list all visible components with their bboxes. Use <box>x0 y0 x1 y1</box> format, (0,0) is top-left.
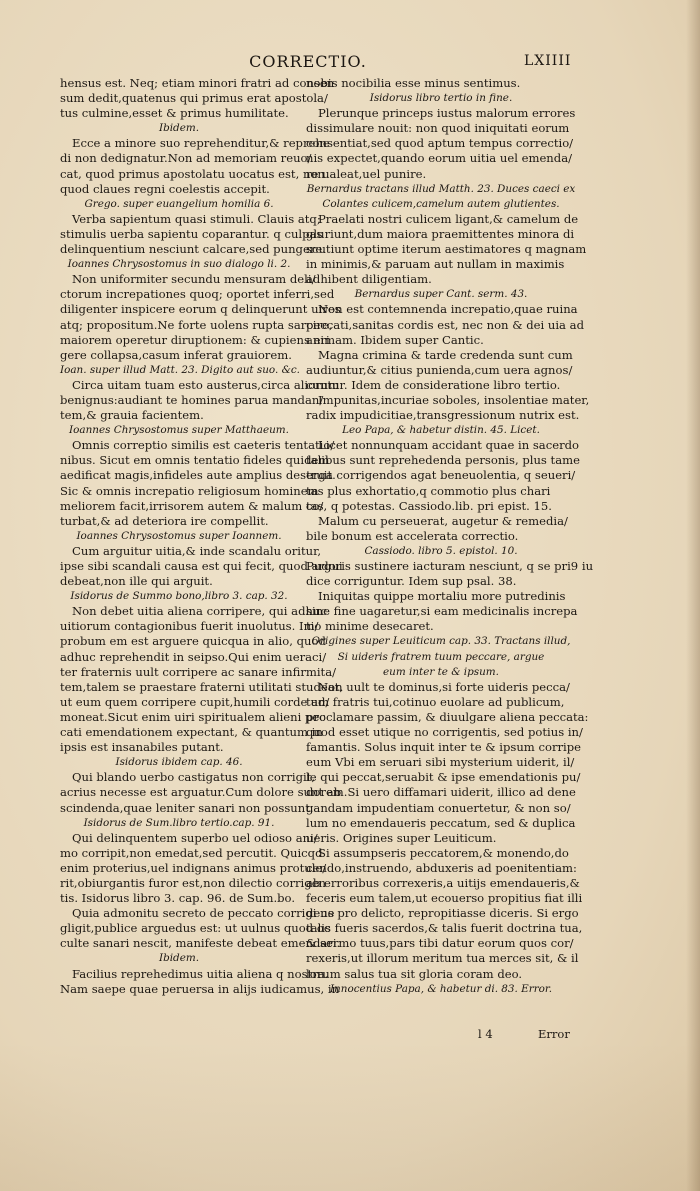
text-line: dissimulare nouit: non quod iniquitati eorum <box>306 121 570 136</box>
source-citation-line: Ioannes Chrysostomus super Matthaeum. <box>69 424 289 437</box>
text-line: Cum arguitur uitia,& inde scandalu oritur, <box>72 543 322 558</box>
text-line: turbat,& ad deteriora ire compellit. <box>60 513 269 528</box>
source-citation-line: Leo Papa, & habetur distin. 45. Licet. <box>342 424 540 437</box>
text-line: Non uult te dominus,si forte uideris pecca/ <box>318 679 570 694</box>
right-column <box>306 76 594 997</box>
text-line: rit,obiurgantis furor est,non dilectio corrigen <box>60 875 327 890</box>
text-line: moneat.Sicut enim uiri spiritualem alieni pec <box>60 709 326 724</box>
source-citation-line: Isidorus de Summo bono,libro 3. cap. 32. <box>70 590 288 603</box>
page-edge-shadow <box>686 0 700 1191</box>
source-citation-line: Isidorus libro tertio in fine. <box>369 92 513 105</box>
text-line: Facilius reprehedimus uitia aliena q nostra. <box>72 966 329 981</box>
text-line: ctorum increpationes quoq; oportet inferri,sed <box>60 287 335 302</box>
text-line: debeat,non ille qui arguit. <box>60 574 213 589</box>
source-citation-line: Origines super Leuiticum cap. 33. Tractans illud, <box>311 635 571 648</box>
text-line: atq; propositum.Ne forte uolens rupta sarcire, <box>60 317 333 332</box>
text-line: mo corripit,non emedat,sed percutit. Quicqd <box>60 845 323 860</box>
text-line: ipsis est insanabiles putant. <box>60 740 224 755</box>
left-column <box>60 76 344 997</box>
text-line: gligit,publice arguedus est: ut uulnus quod oc <box>60 921 331 936</box>
source-citation-line: eum inter te & ipsum. <box>383 665 499 678</box>
text-line: Praelati nostri culicem ligant,& camelum de <box>318 211 579 226</box>
text-line: audiuntur,& citius punienda,cum uera agnos/ <box>306 362 573 377</box>
text-line: Non uniformiter secundu mensuram deli/ <box>72 272 316 287</box>
text-line: Sic & omnis increpatio religiosum hominem <box>60 483 319 498</box>
text-line: radix impudicitiae,transgressionum nutrix est. <box>306 408 580 423</box>
source-citation-line: Grego. super euangelium homilia 6. <box>84 197 274 210</box>
source-citation-line: Innocentius Papa, & habetur di. 83. Error. <box>329 982 553 995</box>
text-line: diligenter inspicere eorum q delinquerunt uires <box>60 302 341 317</box>
text-line: erga corrigendos agat beneuolentia, q seueri/ <box>306 468 576 483</box>
text-line: Verba sapientum quasi stimuli. Clauis atq; <box>72 211 321 226</box>
source-citation-line: Colantes culicem,camelum autem glutientes. <box>322 197 560 210</box>
text-line: cendo,instruendo, abduxeris ad poenitentiam: <box>306 860 577 875</box>
text-line: Plerunque princeps iustus malorum errores <box>318 106 576 121</box>
text-line: gere collapsa,casum inferat grauiorem. <box>60 347 292 362</box>
text-line: culte sanari nescit, manifeste debeat emendari. <box>60 936 341 951</box>
text-line: Non debet uitia aliena corripere, qui adhuc <box>72 604 327 619</box>
text-line: adhibent diligentiam. <box>306 272 432 287</box>
source-citation-line: Si uideris fratrem tuum peccare, argue <box>337 650 545 663</box>
text-line: Nam saepe quae peruersa in alijs iudicamus, in <box>60 981 340 996</box>
text-line: sum dedit,quatenus qui primus erat apostola/ <box>60 91 328 106</box>
text-line: ab erroribus correxeris,a uitijs emendaueris,& <box>306 875 580 890</box>
text-line: proclamare passim, & diuulgare aliena peccata: <box>306 709 589 724</box>
text-line: Pudoris sustinere iacturam nesciunt, q se pri9 iu <box>306 559 594 573</box>
text-line: Licet nonnunquam accidant quae in sacerdo <box>318 438 580 453</box>
text-line: Quia admonitu secreto de peccato corrigi ne <box>72 906 335 921</box>
text-line: ut eum quem corripere cupit,humili corde ad/ <box>60 694 330 709</box>
text-line: consentiat,sed quod aptum tempus correctio/ <box>306 136 574 151</box>
text-line: tis. Isidorus libro 3. cap. 96. de Sum.bo. <box>60 891 296 906</box>
text-line: nis expectet,quando eorum uitia uel emenda/ <box>306 151 573 166</box>
text-line: enim proterius,uel indignans animus protule/ <box>60 860 327 875</box>
text-line: hensus est. Neq; etiam minori fratri ad consen <box>60 76 335 90</box>
text-line: gluriunt,dum maiora praemittentes minora di <box>306 226 575 241</box>
text-line: dorem.Si uero diffamari uiderit, illico ad dene <box>306 785 576 800</box>
text-line: re ualeat,uel punire. <box>306 166 427 181</box>
text-line: scutiunt optime iterum aestimatores q magnam <box>306 242 587 257</box>
text-line: ueris. Origines super Leuiticum. <box>306 830 497 845</box>
source-citation-line: Isidorus ibidem cap. 46. <box>115 756 243 769</box>
text-line: Iniquitas quippe mortaliu more putredinis <box>318 589 566 604</box>
text-line: uitiorum contagionibus fuerit inuolutus. Im/ <box>60 619 319 634</box>
text-line: peccati,sanitas cordis est, nec non & dei uia ad <box>306 317 584 332</box>
text-line: bile bonum est accelerata correctio. <box>306 528 519 543</box>
text-line: famantis. Solus inquit inter te & ipsum corripe <box>306 740 582 755</box>
text-line: lorum salus tua sit gloria coram deo. <box>306 966 523 981</box>
running-head: CORRECTIO. <box>249 52 367 71</box>
text-line: delinquentium nesciunt calcare,sed pungere. <box>60 242 326 257</box>
text-line: Circa uitam tuam esto austerus,circa aliorum <box>72 377 340 392</box>
text-line: stimulis uerba sapientu coparantur. q culpas <box>60 226 323 241</box>
source-citation-line: Bernardus tractans illud Matth. 23. Duces caeci ex <box>306 182 576 195</box>
text-line: Magna crimina & tarde credenda sunt cum <box>318 347 573 362</box>
folio-number: LXIIII <box>524 53 572 69</box>
text-line: maiorem operetur diruptionem: & cupiens eri <box>60 332 330 347</box>
text-line: feceris eum talem,ut ecouerso propitius fiat illi <box>306 891 583 906</box>
text-line: cuntur. Idem de consideratione libro tertio. <box>306 377 561 392</box>
text-line: nobis nocibilia esse minus sentimus. <box>306 76 521 90</box>
text-line: sine fine uagaretur,si eam medicinalis increpa <box>306 604 578 619</box>
source-citation-line: Ioan. super illud Matt. 23. Digito aut suo. &c. <box>60 363 300 376</box>
source-citation-line: Isidorus de Sum.libro tertio.cap. 91. <box>83 816 275 829</box>
text-line: benignus:audiant te homines parua mandan/ <box>60 392 324 407</box>
text-line: meliorem facit,irrisorem autem & malum co/ <box>60 498 324 513</box>
text-line: scindenda,quae leniter sanari non possunt. <box>60 800 314 815</box>
page-stain <box>0 1041 700 1191</box>
text-line: le qui peccat,seruabit & ipse emendationis pu/ <box>306 770 581 785</box>
text-line: & sermo tuus,pars tibi datur eorum quos cor/ <box>306 936 574 951</box>
text-line: quod esset utique no corrigentis, sed potius in/ <box>306 725 583 740</box>
text-line: talis fueris sacerdos,& talis fuerit doctrina tua, <box>306 921 583 936</box>
text-line: tas plus exhortatio,q commotio plus chari <box>306 483 551 498</box>
catchword: Error <box>538 1027 570 1041</box>
text-line: tas, q potestas. Cassiodo.lib. pri epist. 15. <box>306 498 552 513</box>
text-line: gandam impudentiam conuertetur, & non so/ <box>306 800 571 815</box>
text-line: probum em est arguere quicqua in alio, quod <box>60 634 326 649</box>
text-line: tem,talem se praestare fraterni utilitati studeat, <box>60 679 344 694</box>
text-line: quod claues regni coelestis accepit. <box>60 181 270 196</box>
text-line: talibus sunt reprehedenda personis, plus tame <box>306 453 580 468</box>
text-line: Malum cu perseuerat, augetur & remedia/ <box>318 513 568 528</box>
text-line: rexeris,ut illorum meritum tua merces sit, & il <box>306 951 579 966</box>
text-line: tus culmine,esset & primus humilitate. <box>60 106 289 121</box>
text-line: eum Vbi em seruari sibi mysterium uiderit, il/ <box>306 755 575 770</box>
text-line: adhuc reprehendit in seipso.Qui enim ueraci/ <box>60 649 327 664</box>
text-line: Qui blando uerbo castigatus non corrigit, <box>72 770 316 785</box>
text-line: Ecce a minore suo reprehenditur,& reprehe <box>72 136 330 151</box>
text-line: tem,& grauia facientem. <box>60 408 204 423</box>
source-citation-line: Ibidem. <box>158 122 200 135</box>
text-line: deus pro delicto, repropitiasse diceris. Si ergo <box>306 906 579 921</box>
text-line: di non dedignatur.Non ad memoriam reuo/ <box>60 151 312 166</box>
text-line: Qui delinquentem superbo uel odioso ani/ <box>72 830 318 845</box>
text-line: animam. Ibidem super Cantic. <box>306 332 484 347</box>
text-line: nibus. Sicut em omnis tentatio fideles quidem <box>60 453 330 468</box>
text-line: tio minime desecaret. <box>306 619 434 634</box>
text-line: cat, quod primus apostolatu uocatus est, non <box>60 166 325 181</box>
signature-mark: l 4 <box>478 1027 493 1041</box>
source-citation-line: Cassiodo. libro 5. epistol. 10. <box>364 544 518 557</box>
text-line: cati emendationem expectant, & quantum in <box>60 725 323 740</box>
text-line: ter fraternis uult corripere ac sanare infirmita/ <box>60 664 337 679</box>
text-line: tum fratris tui,cotinuo euolare ad publicum, <box>306 694 565 709</box>
text-line: ipse sibi scandali causa est qui fecit, quod argui <box>60 559 343 573</box>
text-line: Impunitas,incuriae soboles, insolentiae mater, <box>318 392 590 407</box>
source-citation-line: Bernardus super Cant. serm. 43. <box>354 288 528 301</box>
text-line: dice corriguntur. Idem sup psal. 38. <box>306 574 517 589</box>
source-citation-line: Ioannes Chrysostomus super Ioannem. <box>76 529 282 542</box>
text-line: in minimis,& paruam aut nullam in maximis <box>306 257 565 272</box>
text-line: aedificat magis,infideles aute amplius destruit. <box>60 468 336 483</box>
text-line: Non est contemnenda increpatio,quae ruina <box>318 302 578 317</box>
source-citation-line: Ioannes Chrysostomus in suo dialogo li. 2. <box>67 258 291 271</box>
source-citation-line: Ibidem. <box>158 952 200 965</box>
text-line: lum no emendaueris peccatum, sed & duplica <box>306 815 576 830</box>
text-line: Omnis correptio similis est caeteris tentatio/ <box>72 438 335 453</box>
text-line: Si assumpseris peccatorem,& monendo,do <box>318 845 569 860</box>
text-line: acrius necesse est arguatur.Cum dolore sunt ab <box>60 785 342 800</box>
